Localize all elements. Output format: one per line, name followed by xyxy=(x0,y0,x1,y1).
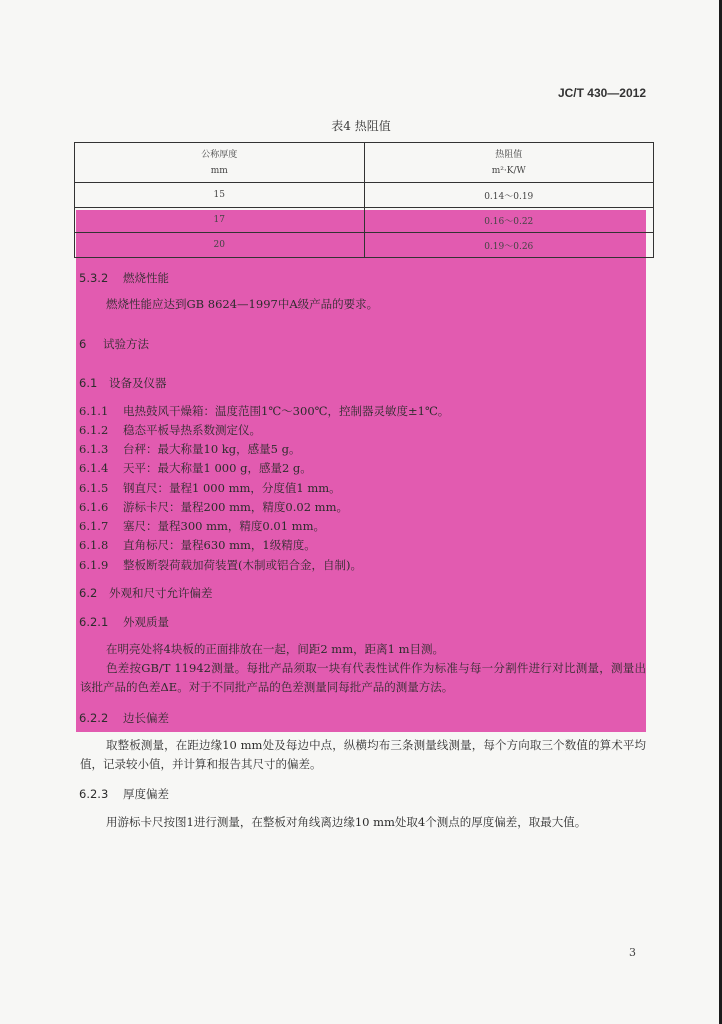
section-number: 6.2.1 xyxy=(79,615,109,629)
section-title: 试验方法 xyxy=(103,337,149,351)
paragraph: 用游标卡尺按图1进行测量，在整板对角线离边缘10 mm处取4个测点的厚度偏差，取最大值。 xyxy=(106,815,587,829)
cell-resistance: 0.19～0.26 xyxy=(364,233,654,258)
section-title: 外观和尺寸允许偏差 xyxy=(109,586,213,600)
list-item xyxy=(79,459,312,478)
list-item xyxy=(79,536,316,555)
section-title: 边长偏差 xyxy=(123,711,169,725)
item-number: 6.1.4 xyxy=(79,461,109,475)
section-number: 6 xyxy=(79,337,87,351)
section-number: 6.1 xyxy=(79,376,98,390)
item-text: 钢直尺：量程1 000 mm，分度值1 mm。 xyxy=(123,481,341,495)
paragraph: 色差按GB/T 11942测量。每批产品须取一块有代表性试件作为标准与每一分割件进行对比测量，测量出该批产品的色差ΔE。对于不同批产品的色差测量同每批产品的测量方法。 xyxy=(80,661,646,694)
header-resistance xyxy=(364,143,654,183)
item-text: 游标卡尺：量程200 mm，精度0.02 mm。 xyxy=(123,500,348,514)
section-heading-6-2-2 xyxy=(79,710,169,726)
cell-thickness: 15 xyxy=(75,183,365,208)
item-number: 6.1.7 xyxy=(79,519,109,533)
table-title: 表4 热阻值 xyxy=(331,119,391,133)
section-heading-5-3-2 xyxy=(79,270,169,286)
header-thickness-unit: mm xyxy=(210,165,228,176)
item-number: 6.1.5 xyxy=(79,481,109,495)
section-title: 燃烧性能 xyxy=(123,271,169,285)
section-number: 6.2.2 xyxy=(79,711,109,725)
table-row xyxy=(75,183,654,208)
list-item xyxy=(79,479,341,498)
table-header-row xyxy=(75,143,654,183)
thermal-resistance-table xyxy=(74,142,654,258)
table-row xyxy=(75,233,654,258)
item-number: 6.1.9 xyxy=(79,558,109,572)
item-number: 6.1.3 xyxy=(79,442,109,456)
header-thickness xyxy=(75,143,365,183)
header-thickness-label: 公称厚度 xyxy=(201,149,238,160)
list-item xyxy=(79,440,300,459)
section-number: 5.3.2 xyxy=(79,271,109,285)
section-heading-6-2-1 xyxy=(79,614,169,630)
document-code: JC/T 430—2012 xyxy=(557,86,646,100)
item-number: 6.1.1 xyxy=(79,404,109,418)
paragraph: 在明亮处将4块板的正面排放在一起，间距2 mm，距离1 m目测。 xyxy=(106,642,444,656)
item-text: 直角标尺：量程630 mm，1级精度。 xyxy=(123,538,316,552)
section-heading-6-1 xyxy=(79,375,167,391)
cell-thickness: 17 xyxy=(75,208,365,233)
list-item xyxy=(79,498,348,517)
cell-resistance: 0.16～0.22 xyxy=(364,208,654,233)
section-heading-6-2 xyxy=(79,585,213,601)
section-5-3-2-body: 燃烧性能应达到GB 8624—1997中A级产品的要求。 xyxy=(106,297,379,311)
item-number: 6.1.8 xyxy=(79,538,109,552)
section-number: 6.2.3 xyxy=(79,787,109,801)
section-heading-6 xyxy=(79,336,149,352)
cell-thickness: 20 xyxy=(75,233,365,258)
section-heading-6-2-3 xyxy=(79,786,169,802)
cell-resistance: 0.14～0.19 xyxy=(364,183,654,208)
list-item xyxy=(79,517,325,536)
page-number: 3 xyxy=(629,946,636,959)
section-title: 设备及仪器 xyxy=(109,376,167,390)
item-text: 稳态平板导热系数测定仪。 xyxy=(123,423,261,437)
section-title: 外观质量 xyxy=(123,615,169,629)
item-text: 电热鼓风干燥箱：温度范围1℃～300℃，控制器灵敏度±1℃。 xyxy=(123,404,450,418)
list-item xyxy=(79,556,362,575)
item-number: 6.1.6 xyxy=(79,500,109,514)
item-text: 台秤：最大称量10 kg，感量5 g。 xyxy=(123,442,301,456)
item-text: 整板断裂荷载加荷装置(木制或铝合金，自制)。 xyxy=(123,558,362,572)
section-number: 6.2 xyxy=(79,586,98,600)
section-title: 厚度偏差 xyxy=(123,787,169,801)
item-text: 塞尺：量程300 mm，精度0.01 mm。 xyxy=(123,519,325,533)
list-item xyxy=(79,402,449,421)
item-number: 6.1.2 xyxy=(79,423,109,437)
table-row xyxy=(75,208,654,233)
header-resistance-label: 热阻值 xyxy=(495,149,523,160)
paragraph: 取整板测量，在距边缘10 mm处及每边中点，纵横均布三条测量线测量，每个方向取三个数值的算术平均值，记录较小值，并计算和报告其尺寸的偏差。 xyxy=(80,738,646,771)
list-item xyxy=(79,421,261,440)
item-text: 天平：最大称量1 000 g，感量2 g。 xyxy=(123,461,312,475)
header-resistance-unit: m²·K/W xyxy=(491,165,526,176)
